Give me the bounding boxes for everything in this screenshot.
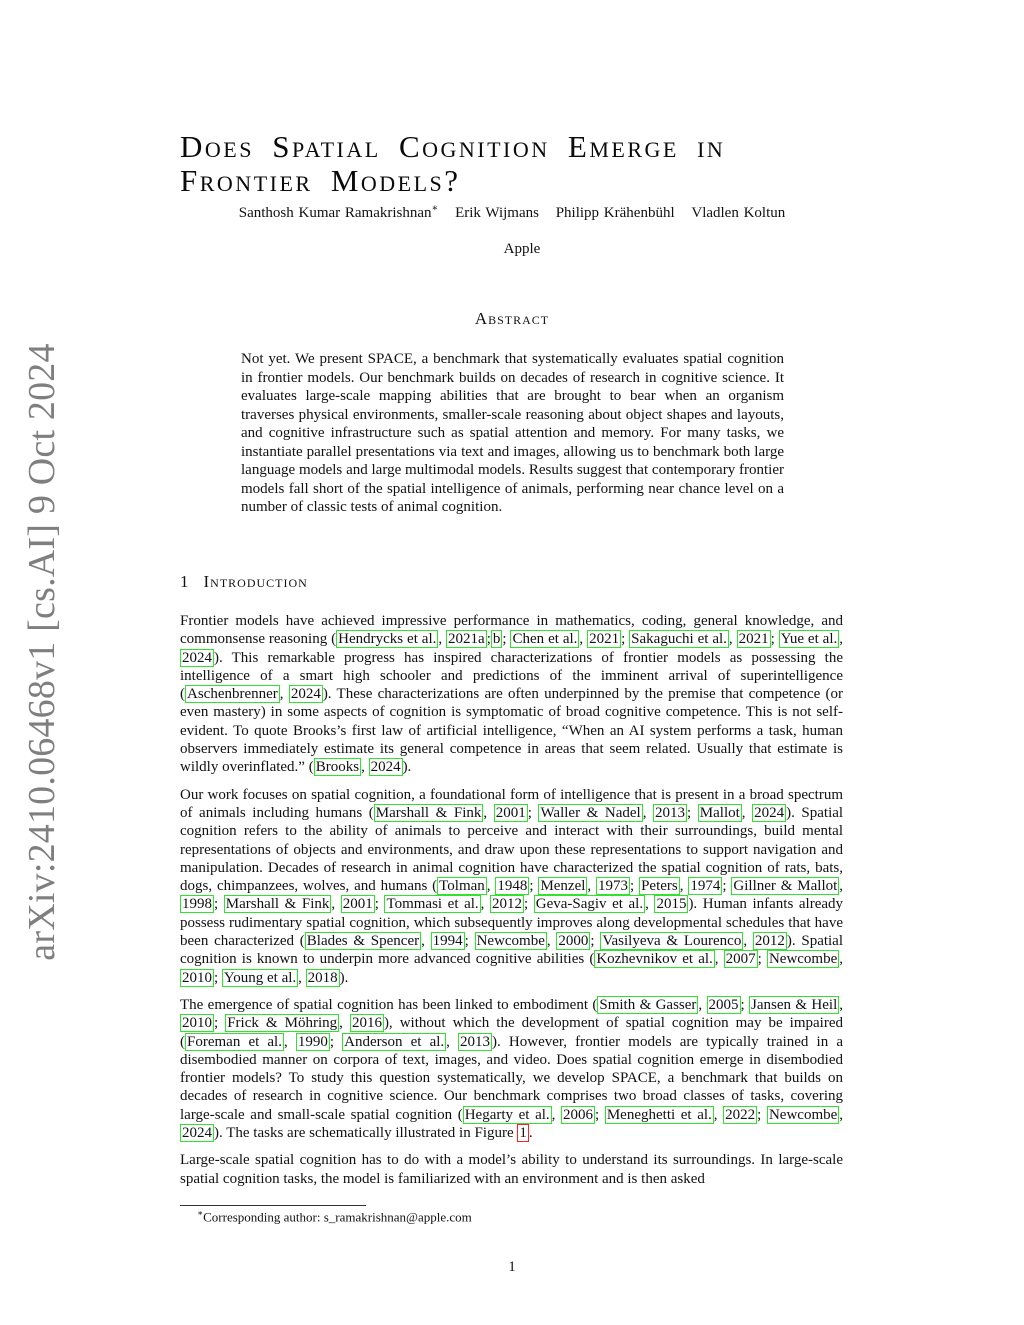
citation-link[interactable]: Young et al. (223, 969, 297, 986)
body-text-span: ), without which the development of spatial cognition may be impaired ( (180, 1015, 843, 1050)
body-text-span: , (728, 631, 737, 648)
citation-link[interactable]: Yue et al. (780, 631, 838, 648)
citation-link[interactable]: Smith & Gasser (599, 996, 697, 1013)
body-text-span: , (839, 996, 843, 1013)
arxiv-identifier-stamp: arXiv:2410.06468v1 [cs.AI] 9 Oct 2024 (21, 343, 63, 961)
body-text-span: ; (621, 631, 630, 648)
body-text-span: ). This remarkable progress has inspired characterizations of frontier models as possessing the intelligence of a smart high schooler and predictions of the imminent arrival of superintelligence ( (180, 649, 843, 703)
body-text-span: , (698, 996, 707, 1013)
citation-link[interactable]: Aschenbrenner (187, 686, 278, 703)
citation-link[interactable]: Anderson et al. (344, 1033, 445, 1050)
body-text-span: ; (523, 896, 534, 913)
body-text-span: ; (374, 896, 385, 913)
body-text-span: ; (464, 933, 475, 950)
body-text-span: , (642, 804, 654, 821)
citation-link[interactable]: 1974 (690, 878, 721, 895)
body-text-span: , (438, 631, 447, 648)
citation-link[interactable]: Tommasi et al. (386, 896, 479, 913)
page-number: 1 (508, 1259, 516, 1275)
citation-link[interactable]: 2018 (307, 969, 338, 986)
citation-link[interactable]: Mallot (699, 804, 740, 821)
citation-link[interactable]: 2013 (655, 804, 686, 821)
citation-link[interactable]: 2015 (656, 896, 687, 913)
body-text-span: ; (757, 1106, 767, 1123)
citation-link[interactable]: 1948 (497, 878, 528, 895)
body-text-span: The emergence of spatial cognition has been linked to embodiment ( (180, 996, 598, 1013)
body-text-span: Frontier models have achieved impressive performance in mathematics, coding, general knowledge, and commonsense reasoning ( (180, 613, 843, 648)
body-text-span: , (679, 878, 689, 895)
citation-link[interactable]: Peters (641, 878, 678, 895)
citation-link[interactable]: 2007 (725, 951, 756, 968)
figure-reference-link[interactable]: 1 (519, 1125, 527, 1142)
body-text-span: , (480, 896, 490, 913)
body-text-span: ; (527, 804, 539, 821)
citation-link[interactable]: Jansen & Heil (751, 996, 838, 1013)
body-text-span: , (486, 878, 496, 895)
body-text-span: ; (329, 1033, 343, 1050)
body-text-span: Large-scale spatial cognition has to do with a model’s ability to understand its surroundings. In large-scale spatial cognition tasks, the model is familiarized with an environment and is then asked (180, 1152, 843, 1187)
section-number: 1 (180, 572, 190, 591)
body-text-span: , (839, 631, 843, 648)
body-text-span: ). However, frontier models are typically trained in a disembodied manner on corpora of text, images, and video. Does spatial cognition emerge in disembodied frontier models? To study this question systematically, we develop SPACE, a benchmark that builds on decades of research in cognitive science. Our benchmark comprises two broad classes of tasks, covering large-scale and small-scale spatial cognition ( (180, 1033, 844, 1123)
citation-link[interactable]: Tolman (439, 878, 485, 895)
body-text-span: ). Spatial cognition is known to underpin more advanced cognitive abilities ( (180, 933, 844, 968)
body-text-span: , (839, 878, 844, 895)
citation-link[interactable]: Blades & Spencer (306, 933, 420, 950)
citation-link[interactable]: 2016 (351, 1015, 382, 1032)
body-text-span: ). These characterizations are often underpinned by the premise that competence (or even mastery) in some aspects of cognition is symptomatic of broad cognitive competence. This is not self-evident. To quote Brooks’s first law of artificial intelligence, “When an AI system performs a task, human observers immediately estimate its general competence in areas that seem related. Usually that estimate is wildly overinflated.” ( (180, 686, 844, 776)
citation-link[interactable]: Meneghetti et al. (606, 1106, 712, 1123)
body-text-span: , (446, 1033, 459, 1050)
body-text-span: ). The tasks are schematically illustrated in Figure (214, 1125, 518, 1142)
body-text-span: ). Human infants already possess rudimentary spatial cognition, which subsequently improves along developmental schedules that have been characterized ( (180, 896, 844, 950)
citation-link[interactable]: 2024 (754, 804, 785, 821)
affiliation: Apple (503, 241, 541, 257)
body-text-span: , (741, 804, 753, 821)
citation-link[interactable]: 2022 (725, 1106, 756, 1123)
body-text-span: ). Spatial cognition refers to the ability of animals to perceive and interact with their surroundings, build mental representations of objects and environments, and draw upon these representations to support navigation and manipulation. Decades of research in animal cognition have characterized the spatial cognition of rats, bats, dogs, chimpanzees, wolves, and humans ( (180, 804, 844, 895)
body-text-span: , (579, 631, 588, 648)
body-text-span: ; (687, 804, 698, 821)
citation-link[interactable]: Kozhevnikov et al. (596, 951, 713, 968)
citation-link[interactable]: Frick & Möhring (227, 1015, 338, 1032)
citation-link[interactable]: 2012 (754, 933, 785, 950)
section-heading (180, 572, 308, 592)
citation-link[interactable]: 2021 (589, 631, 620, 648)
citation-link[interactable]: Foreman et al. (187, 1033, 282, 1050)
body-text-span: ; (757, 951, 767, 968)
citation-link[interactable]: 2013 (460, 1033, 491, 1050)
body-text-span: , (587, 878, 597, 895)
footnote (197, 1208, 472, 1225)
body-paragraph (180, 786, 843, 987)
body-text-span: , (331, 896, 341, 913)
citation-link[interactable]: 2010 (182, 1015, 212, 1032)
body-text-span: ; (595, 1106, 605, 1123)
author: Vladlen Koltun (691, 205, 786, 221)
footnote-text: Corresponding author: s_ramakrishnan@apple.com (203, 1209, 472, 1225)
citation-link[interactable]: 1990 (297, 1033, 328, 1050)
citation-link[interactable]: b (492, 631, 501, 648)
body-text-span: . (528, 1125, 533, 1142)
citation-link[interactable]: Gillner & Mallot (733, 878, 838, 895)
introduction-body (180, 612, 843, 1197)
body-text-span: ; (214, 896, 224, 913)
citation-link[interactable]: 2021a (448, 631, 485, 648)
citation-link[interactable]: Hendrycks et al. (338, 631, 437, 648)
body-text-span: ; (630, 878, 640, 895)
body-text-span: , (713, 1106, 724, 1123)
section-title: Introduction (203, 572, 308, 591)
footnote-mark: ∗ (431, 203, 439, 214)
body-text-span: ; (722, 878, 732, 895)
body-text-span: , (551, 1106, 562, 1123)
body-text-span: Our work focuses on spatial cognition, a foundational form of intelligence that is present in a broad spectrum of animals including humans ( (180, 786, 843, 821)
body-text-span: , (298, 969, 306, 986)
citation-link[interactable]: Vasilyeva & Lourenco (602, 933, 742, 950)
citation-link[interactable]: 2024 (370, 759, 401, 776)
body-text-span: ). (402, 759, 412, 776)
citation-link[interactable]: 2001 (342, 896, 373, 913)
body-text-span: , (279, 686, 289, 703)
citation-link[interactable]: Waller & Nadel (540, 804, 641, 821)
citation-link[interactable]: Hegarty et al. (464, 1106, 550, 1123)
citation-link[interactable]: Geva-Sagiv et al. (535, 896, 644, 913)
citation-link[interactable]: Menzel (540, 878, 586, 895)
body-text-span: , (645, 896, 655, 913)
citation-link[interactable]: 2021 (738, 631, 769, 648)
body-text-span: ; (214, 969, 222, 986)
body-paragraph (180, 612, 843, 777)
author-list (0, 203, 1024, 222)
citation-link[interactable]: Marshall & Fink (375, 804, 482, 821)
body-text-span: , (283, 1033, 296, 1050)
body-text-span: , (483, 804, 494, 821)
footnote-mark: ∗ (197, 1208, 204, 1218)
citation-link[interactable]: 1973 (598, 878, 629, 895)
citation-link[interactable]: 2005 (708, 996, 739, 1013)
citation-link[interactable]: 2024 (182, 1125, 212, 1142)
citation-link[interactable]: 2012 (491, 896, 522, 913)
body-text-span: ; (590, 933, 601, 950)
citation-link[interactable]: Brooks (315, 759, 360, 776)
body-text-span: , (714, 951, 724, 968)
citation-link[interactable]: 2000 (558, 933, 589, 950)
citation-link[interactable]: 2001 (495, 804, 526, 821)
citation-link[interactable]: 2010 (182, 969, 212, 986)
footnote-divider (180, 1205, 366, 1206)
body-text-span: ; (486, 631, 491, 648)
body-text-span: , (839, 1106, 844, 1123)
body-text-span: ; (529, 878, 539, 895)
citation-link[interactable]: 1994 (432, 933, 463, 950)
body-text-span: ; (502, 631, 511, 648)
citation-link[interactable]: Newcombe (768, 1106, 838, 1123)
body-text-span: , (339, 1015, 350, 1032)
paper-title: Does Spatial Cognition Emerge in Frontier Models? (180, 129, 726, 198)
body-text-span: , (546, 933, 557, 950)
body-text-span: ; (770, 631, 779, 648)
abstract-heading: Abstract (474, 309, 550, 328)
author: Santhosh Kumar Ramakrishnan∗ (238, 203, 439, 221)
abstract-text: Not yet. We present SPACE, a benchmark that systematically evaluates spatial cognition in frontier models. Our benchmark builds on decades of research in cognitive science. It evaluates large-scale mapping abilities that are brought to bear when an organism traverses physical environments, smaller-scale reasoning about object shapes and layouts, and cognitive infrastructure such as spatial attention and memory. For many tasks, we instantiate parallel presentations via text and images, allowing us to benchmark both large language models and large multimodal models. Results suggest that contemporary frontier models fall short of the spatial intelligence of animals, performing near chance level on a number of classic tests of animal cognition. (241, 351, 784, 515)
body-text-span: , (743, 933, 753, 950)
body-text-span: ; (740, 996, 750, 1013)
citation-link[interactable]: Chen et al. (512, 631, 578, 648)
author: Erik Wijmans (455, 205, 539, 221)
body-text-span: , (421, 933, 431, 950)
citation-link[interactable]: 2006 (563, 1106, 594, 1123)
author: Philipp Krähenbühl (555, 205, 675, 221)
body-paragraph (180, 1151, 843, 1188)
citation-link[interactable]: Sakaguchi et al. (631, 631, 727, 648)
citation-link[interactable]: Newcombe (768, 951, 838, 968)
body-text-span: , (361, 759, 369, 776)
body-text-span: ). (339, 969, 349, 986)
body-paragraph (180, 996, 843, 1142)
citation-link[interactable]: Marshall & Fink (225, 896, 330, 913)
citation-link[interactable]: Newcombe (476, 933, 545, 950)
citation-link[interactable]: 2024 (290, 686, 321, 703)
body-text-span: , (839, 951, 844, 968)
citation-link[interactable]: 2024 (182, 649, 212, 666)
body-text-span: ; (214, 1015, 226, 1032)
citation-link[interactable]: 1998 (182, 896, 212, 913)
